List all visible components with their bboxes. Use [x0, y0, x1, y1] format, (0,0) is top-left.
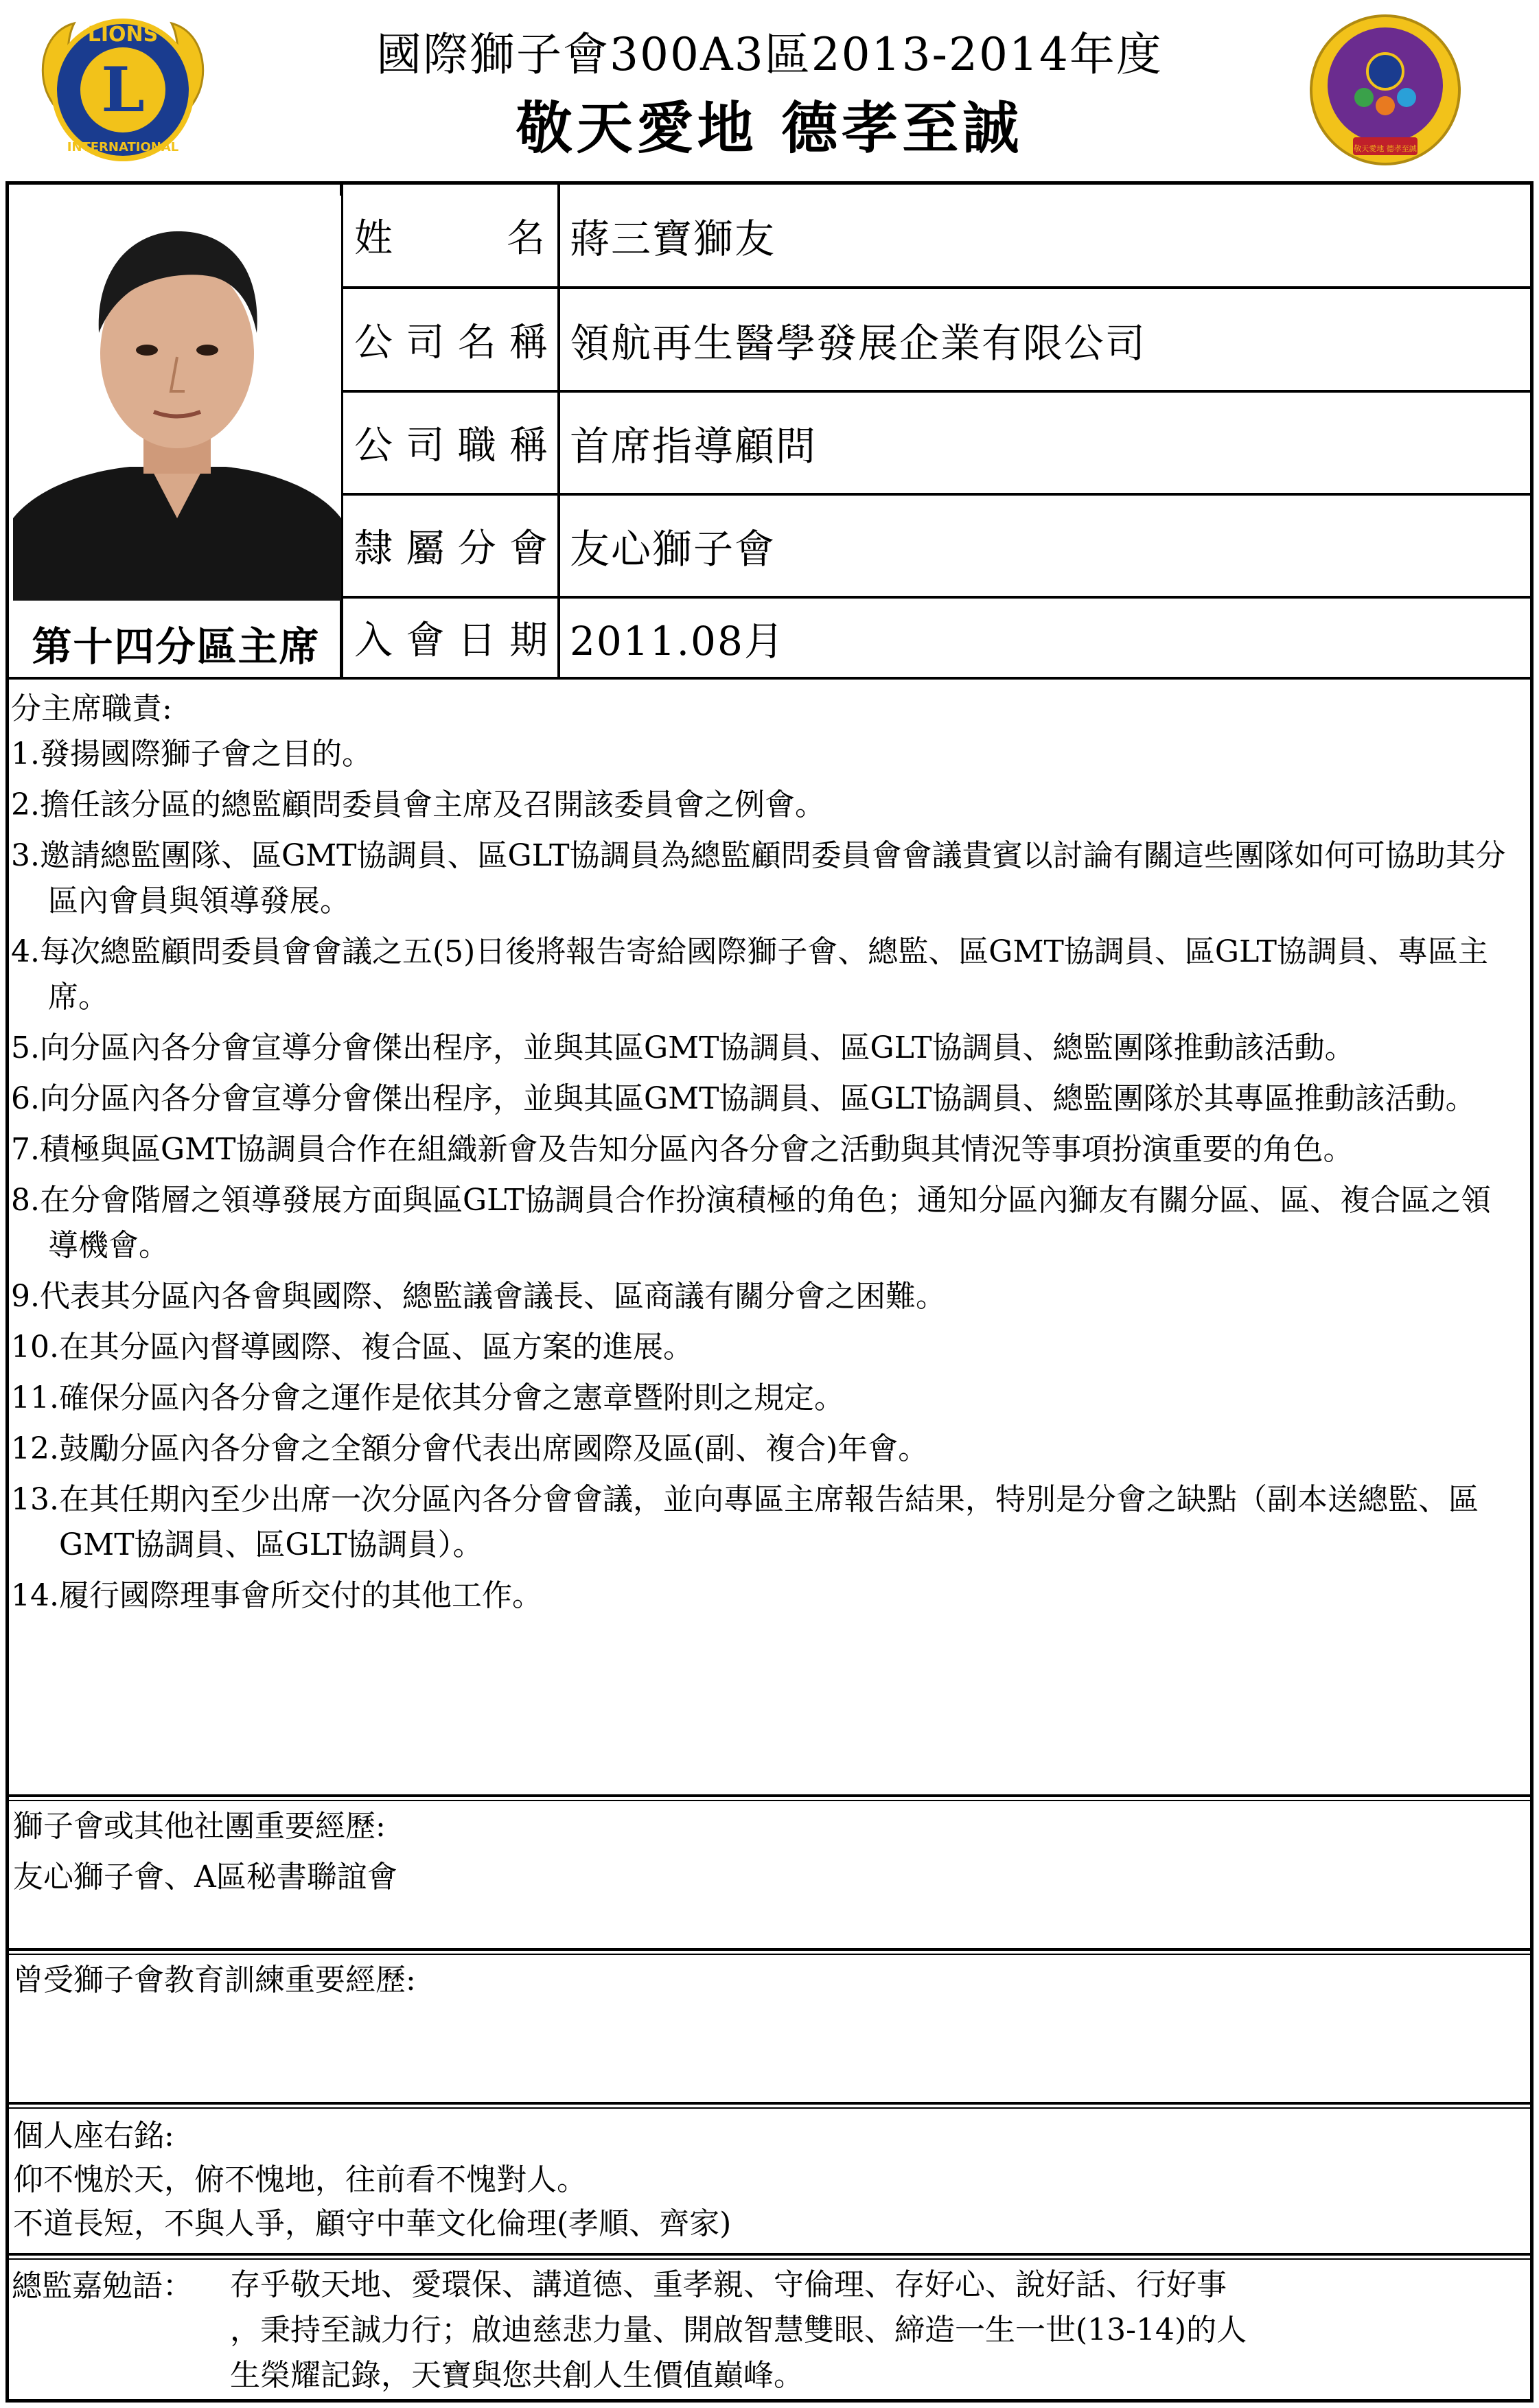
duty-item: 9.代表其分區內各會與國際、總監議會議長、區商議有關分會之困難。	[11, 1279, 946, 1314]
duties-section	[11, 686, 1521, 1624]
governor-line: ，秉持至誠力行；啟迪慈悲力量、開啟智慧雙眼、締造一生一世(13-14)的人	[230, 2313, 1247, 2348]
duty-item: 12.鼓勵分區內各分會之全額分會代表出席國際及區(副、複合)年會。	[11, 1431, 929, 1466]
duty-item: 3.邀請總監團隊、區GMT協調員、區GLT協調員為總監顧問委員會會議貴賓以討論有關這些團隊如何可協助其分區內會員與領導發展。	[11, 838, 1506, 918]
info-row-join-date	[343, 599, 1530, 680]
duty-item: 8.在分會階層之領導發展方面與區GLT協調員合作扮演積極的角色；通知分區內獅友有關分區、區、複合區之領導機會。	[11, 1183, 1492, 1263]
value-join-date: 2011.08月	[570, 618, 785, 664]
experience-heading: 獅子會或其他社團重要經歷:	[13, 1809, 386, 1844]
duty-item: 11.確保分區內各分會之運作是依其分會之憲章暨附則之規定。	[11, 1380, 844, 1415]
label-name: 姓 名	[343, 185, 560, 286]
page-subtitle: 敬天愛地 德孝至誠	[516, 95, 1023, 161]
svg-text:L: L	[101, 54, 145, 126]
duty-item: 7.積極與區GMT協調員合作在組織新會及告知分區內各分會之活動與其情況等事項扮演重要的角色。	[11, 1132, 1354, 1167]
svg-text:INTERNATIONAL: INTERNATIONAL	[67, 140, 179, 154]
duty-item: 5.向分區內各分會宣導分會傑出程序，並與其區GMT協調員、區GLT協調員、總監團隊推動該活動。	[11, 1030, 1355, 1065]
motto-line: 不道長短，不與人爭，顧守中華文化倫理(孝順、齊家)	[13, 2206, 732, 2241]
info-row-company	[343, 289, 1530, 393]
experience-section	[9, 1794, 1530, 1948]
value-position: 首席指導顧問	[570, 423, 818, 470]
duties-heading: 分主席職責:	[11, 691, 172, 726]
role-title: 第十四分區主席	[32, 623, 321, 670]
governor-line: 生榮耀記錄，天寶與您共創人生價值巔峰。	[230, 2358, 804, 2393]
training-heading: 曾受獅子會教育訓練重要經歷:	[13, 1963, 416, 1998]
governor-label: 總監嘉勉語：	[12, 2269, 193, 2304]
label-company: 公 司 名 稱	[343, 289, 560, 390]
district-emblem-logo	[1308, 3, 1463, 177]
governor-line: 存乎敬天地、愛環保、講道德、重孝親、守倫理、存好心、說好話、行好事	[230, 2267, 1227, 2302]
label-position: 公 司 職 稱	[343, 393, 560, 493]
svg-text:敬天愛地 德孝至誠: 敬天愛地 德孝至誠	[1354, 144, 1417, 153]
member-photo	[13, 196, 341, 601]
info-row-position	[343, 393, 1530, 496]
motto-section	[9, 2102, 1530, 2253]
value-company: 領航再生醫學發展企業有限公司	[570, 319, 1147, 367]
duty-item: 13.在其任期內至少出席一次分區內各分會會議，並向專區主席報告結果，特別是分會之缺點（副本送總監、區GMT協調員、區GLT協調員）。	[11, 1482, 1479, 1562]
duty-item: 14.履行國際理事會所交付的其他工作。	[11, 1578, 542, 1613]
value-club: 友心獅子會	[570, 526, 776, 572]
svg-text:LIONS: LIONS	[87, 23, 159, 47]
info-row-name	[343, 185, 1530, 289]
experience-content: 友心獅子會、A區秘書聯誼會	[13, 1860, 397, 1895]
info-divider	[9, 677, 1530, 680]
page-title: 國際獅子會300A3區2013-2014年度	[376, 28, 1163, 81]
label-club: 隸 屬 分 會	[343, 496, 560, 596]
duty-item: 10.在其分區內督導國際、複合區、區方案的進展。	[11, 1330, 693, 1365]
value-name: 蔣三寶獅友	[570, 216, 776, 262]
label-join-date: 入 會 日 期	[343, 599, 560, 677]
motto-heading: 個人座右銘:	[13, 2118, 174, 2153]
motto-line: 仰不愧於天，俯不愧地，往前看不愧對人。	[13, 2162, 587, 2197]
duty-item: 4.每次總監顧問委員會會議之五(5)日後將報告寄給國際獅子會、總監、區GMT協調員、區GLT協調員、專區主席。	[11, 934, 1488, 1015]
info-row-club	[343, 496, 1530, 599]
duty-item: 2.擔任該分區的總監顧問委員會主席及召開該委員會之例會。	[11, 787, 825, 822]
duty-item: 6.向分區內各分會宣導分會傑出程序，並與其區GMT協調員、區GLT協調員、總監團隊於其專區推動該活動。	[11, 1081, 1476, 1116]
duty-item: 1.發揚國際獅子會之目的。	[11, 737, 372, 772]
governor-section	[9, 2253, 1530, 2403]
training-section	[9, 1948, 1530, 2102]
